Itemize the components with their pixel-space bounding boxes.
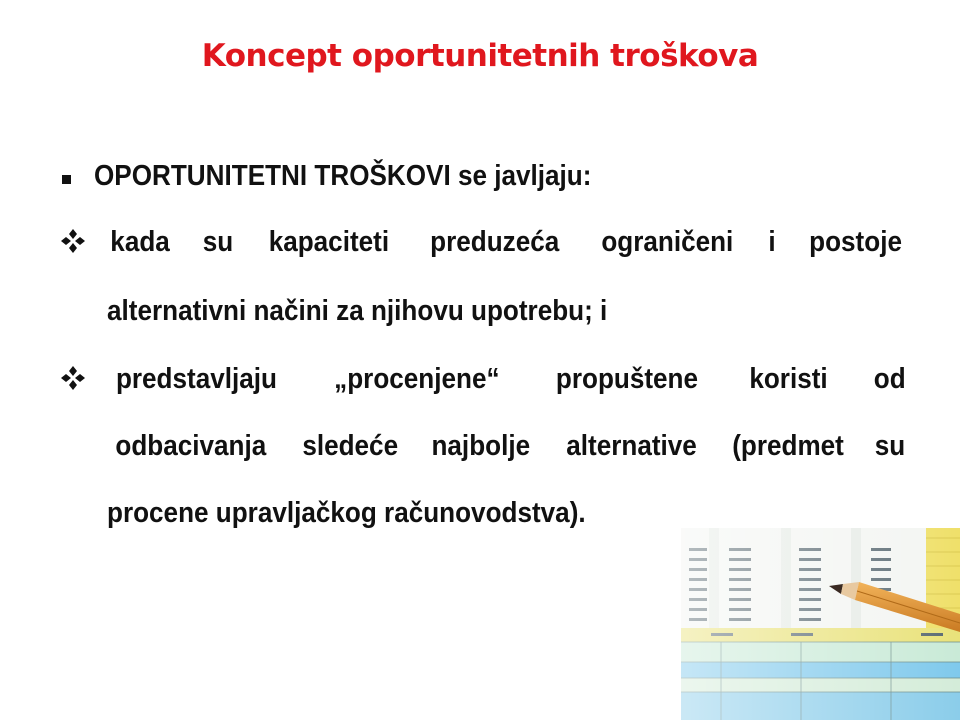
bullet-2-line-1 (107, 363, 907, 396)
four-diamond-bullet-icon (60, 228, 86, 254)
word: preduzeća (430, 226, 560, 258)
word: sledeće (302, 430, 399, 462)
word: odbacivanja (115, 430, 267, 462)
word: i (768, 226, 776, 258)
word: propuštene (556, 363, 699, 395)
heading-text: OPORTUNITETNI TROŠKOVI se javljaju: (94, 160, 592, 192)
word: od (873, 363, 906, 395)
square-bullet-icon (62, 175, 71, 184)
word: kada (110, 226, 170, 258)
four-diamond-bullet-icon (60, 365, 86, 391)
slide-title: Koncept oportunitetnih troškova (201, 38, 759, 74)
word: su (202, 226, 233, 258)
word: alternative (565, 430, 697, 462)
word: ograničeni (601, 226, 734, 258)
bullet-2-line-2 (107, 430, 907, 463)
bullet-1-line-2: alternativni načini za njihovu upotrebu; i (107, 295, 608, 327)
word: koristi (749, 363, 828, 395)
word: predstavljaju (115, 363, 277, 395)
word: kapaciteti (268, 226, 390, 258)
word: „procenjene“ (334, 363, 500, 395)
word: (predmet (732, 430, 845, 462)
word: postoje (808, 226, 902, 258)
word: najbolje (431, 430, 531, 462)
ledger-pencil-image (681, 528, 960, 720)
word: su (874, 430, 906, 462)
bullet-2-line-3: procene upravljačkog računovodstva). (107, 497, 586, 529)
bullet-1-line-1 (107, 226, 907, 259)
